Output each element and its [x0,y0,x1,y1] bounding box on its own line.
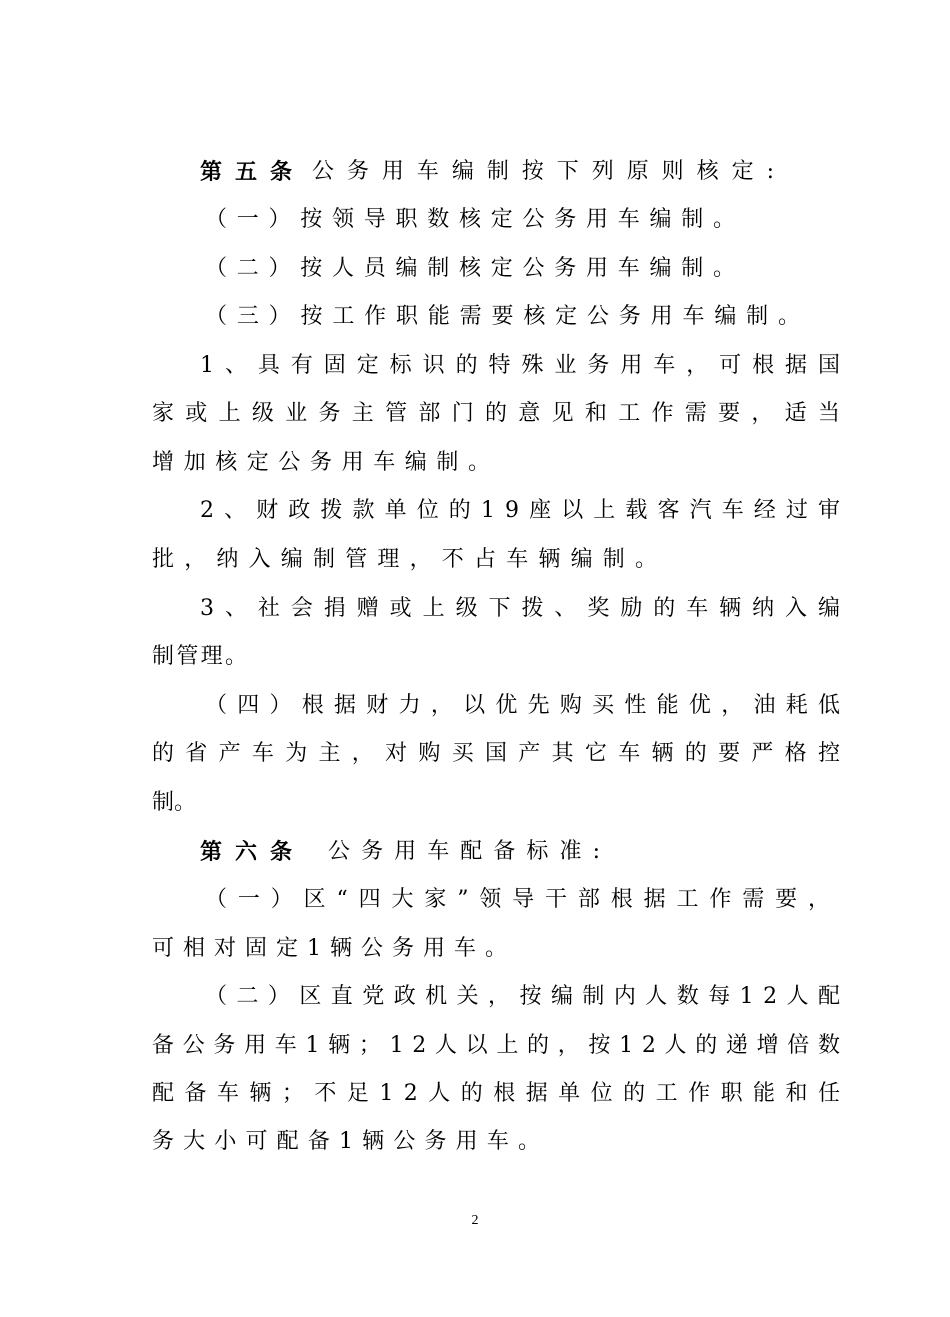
article5-item3: （三）按工作职能需要核定公务用车编制。 [205,304,810,329]
article6-item1-line2: 可相对固定1辆公务用车。 [152,936,516,961]
article5-item4-line2: 的省产车为主，对购买国产其它车辆的要严格控 [152,741,852,766]
article5-sub1-line3: 增加核定公务用车编制。 [152,450,500,475]
article5-sub2-line2: 批，纳入编制管理，不占车辆编制。 [152,547,668,572]
article6-item2-line4: 务大小可配备1辆公务用车。 [152,1129,550,1154]
article6-item2-line3: 配备车辆；不足12人的根据单位的工作职能和任 [152,1081,851,1106]
article5-sub1-line1: 1、具有固定标识的特殊业务用车，可根据国 [200,353,851,378]
article6-item2-line1: （二）区直党政机关，按编制内人数每12人配 [205,984,850,1009]
article5-item4-line1: （四）根据财力，以优先购买性能优，油耗低 [205,693,851,718]
article5-sub2-line1: 2、财政拨款单位的19座以上载客汽车经过审 [200,498,851,523]
article5-item1: （一）按领导职数核定公务用车编制。 [205,207,745,232]
article5-title: 公务用车编制按下列原则核定: [312,159,787,184]
article5-sub3-line2: 制管理。 [152,644,250,669]
article5-sub1-line2: 家或上级业务主管部门的意见和工作需要，适当 [152,401,852,426]
article5-heading: 第五条 [200,159,305,185]
article6-item2-line2: 备公务用车1辆；12人以上的，按12人的递增倍数 [152,1033,849,1058]
article6-title-line [0,832,950,872]
article6-heading: 第六条 [200,839,305,865]
article6-title: 公务用车配备标准: [328,839,612,864]
article5-sub3-line1: 3、社会捐赠或上级下拨、奖励的车辆纳入编 [200,596,851,621]
page-number: 2 [471,1213,479,1228]
article5-item4-line3: 制。 [152,790,197,815]
article5-item2: （二）按人员编制核定公务用车编制。 [205,256,745,281]
article5-title-line [0,152,950,192]
article6-item1-line1: （一）区“四大家”领导干部根据工作需要， [205,887,841,912]
